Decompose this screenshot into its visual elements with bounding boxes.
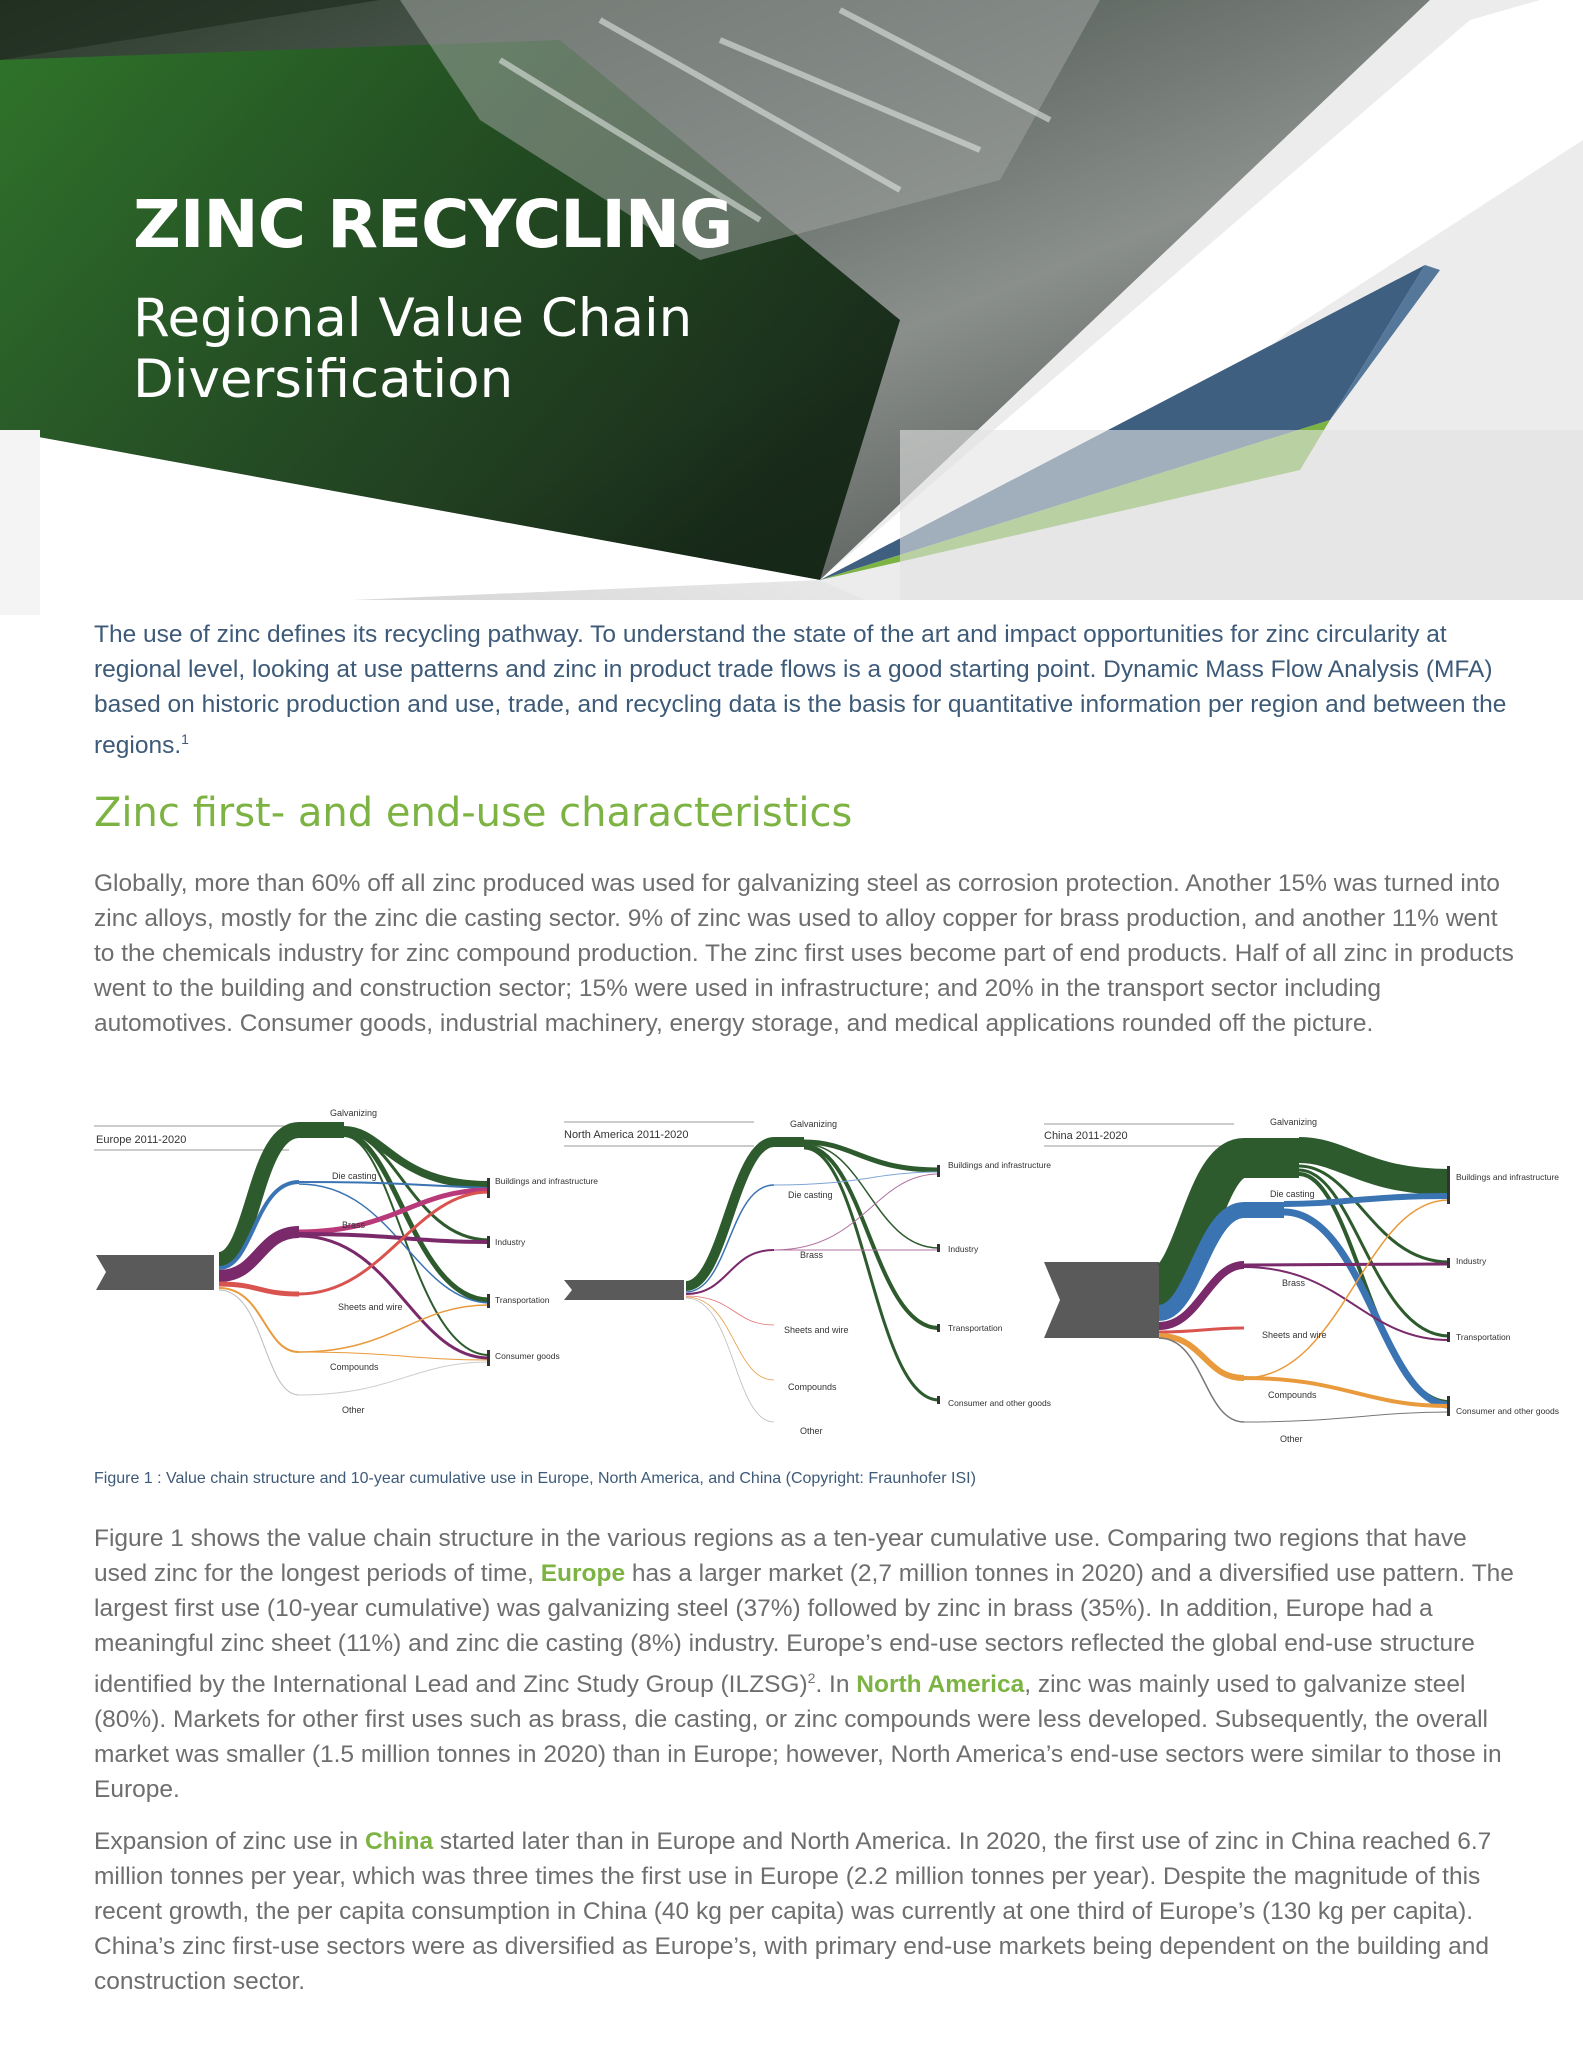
first-use-label: Die casting [1270, 1189, 1315, 1199]
highlight-china: China [365, 1828, 434, 1855]
first-use-label: Compounds [1268, 1390, 1317, 1400]
source-arrow [564, 1280, 684, 1300]
first-use-label: Other [1280, 1434, 1303, 1444]
first-use-label: Die casting [788, 1190, 833, 1200]
text-run: Expansion of zinc use in [94, 1828, 366, 1855]
footnote-marker: 2 [807, 1670, 816, 1686]
sankey-diagrams-svg [94, 1100, 1560, 1450]
panel-title: Europe 2011-2020 [96, 1134, 187, 1146]
end-use-label: Consumer and other goods [948, 1398, 1052, 1408]
first-use-label: Galvanizing [330, 1108, 378, 1118]
end-use-label: Industry [948, 1244, 979, 1254]
text-run: started later than in Europe and North America. In 2020, the first use of zinc in China reached 6.7 million tonnes per year, which was three times the first use in Europe (2.2 million tonnes per year). Despite the magnitude of this recent growth, the per capita consumption in China (40 kg per capita) was currently at one third of Europe’s (130 kg per capita). China’s zinc first-use sectors were as diversified as Europe’s, with primary end-use markets being dependent on the building and construction sector. [94, 1828, 1492, 1995]
source-arrow [1044, 1262, 1159, 1338]
panel-north-america [564, 1119, 1051, 1436]
text-run: has a larger market (2,7 million tonnes in 2020) and a diversified use pattern. The largest first use (10-year cumulative) was galvanizing steel (37%) followed by zinc in brass (35%). In addition, Europe had a meaningful zinc sheet (11%) and zinc die casting (8%) industry. Europe’s end-use sectors reflected the global end-use structure identified by the International Lead and Zinc Study Group (ILZSG) [94, 1560, 1514, 1699]
hero-banner [0, 0, 1583, 615]
first-use-label: Brass [342, 1220, 366, 1230]
panel-china [1044, 1117, 1559, 1444]
intro-paragraph [94, 617, 1514, 763]
figure-caption: Figure 1 : Value chain structure and 10-year cumulative use in Europe, North America, and China (Copyright: Fraunhofer ISI) [94, 1470, 976, 1487]
first-use-label: Sheets and wire [784, 1325, 849, 1335]
text-run: Figure 1 shows the value chain structure in the various regions as a ten-year cumulative use. Comparing two regions that have used zinc for the longest periods of time, [94, 1525, 1467, 1587]
source-arrow [96, 1255, 214, 1290]
paragraph-regions [94, 1521, 1514, 1807]
end-use-label: Transportation [495, 1295, 550, 1305]
panel-title: North America 2011-2020 [564, 1129, 689, 1141]
highlight-north-america: North America [856, 1671, 1025, 1699]
end-use-label: Consumer goods [495, 1351, 560, 1361]
end-use-label: Transportation [1456, 1332, 1511, 1342]
footnote-marker: 1 [181, 731, 189, 747]
first-use-label: Brass [800, 1250, 824, 1260]
panel-europe [94, 1108, 598, 1415]
first-use-label: Galvanizing [790, 1119, 838, 1129]
first-use-label: Compounds [330, 1362, 379, 1372]
end-use-label: Industry [1456, 1256, 1487, 1266]
page-subtitle: Regional Value Chain Diversification [133, 288, 693, 410]
page-title: ZINC RECYCLING [133, 186, 733, 263]
sankey-figure [94, 1100, 1560, 1450]
first-use-label: Die casting [332, 1171, 377, 1181]
first-use-label: Sheets and wire [1262, 1330, 1327, 1340]
end-use-label: Consumer and other goods [1456, 1406, 1560, 1416]
section-heading: Zinc first- and end-use characteristics [94, 790, 853, 836]
paragraph-china [94, 1824, 1514, 1999]
first-use-label: Other [342, 1405, 365, 1415]
end-use-label: Buildings and infrastructure [948, 1160, 1052, 1170]
first-use-label: Galvanizing [1270, 1117, 1318, 1127]
first-use-label: Brass [1282, 1278, 1306, 1288]
end-use-label: Transportation [948, 1323, 1003, 1333]
paragraph-first-end-use: Globally, more than 60% off all zinc produced was used for galvanizing steel as corrosion protection. Another 15% was turned into zinc alloys, mostly for the zinc die casting sector. 9% of zinc was used to alloy copper for brass production, and another 11% went to the chemicals industry for zinc compound production. The zinc first uses become part of end products. Half of all zinc in products went to the building and construction sector; 15% were used in infrastructure; and 20% in the transport sector including automotives. Consumer goods, industrial machinery, energy storage, and medical applications rounded off the picture. [94, 870, 1514, 1037]
first-use-label: Sheets and wire [338, 1302, 403, 1312]
end-use-label: Buildings and infrastructure [495, 1176, 599, 1186]
end-use-label: Buildings and infrastructure [1456, 1172, 1560, 1182]
first-use-label: Compounds [788, 1382, 837, 1392]
text-run: . In [815, 1671, 857, 1699]
end-use-label: Industry [495, 1237, 526, 1247]
highlight-europe: Europe [540, 1560, 626, 1587]
first-use-label: Other [800, 1426, 823, 1436]
text-run: , zinc was mainly used to galvanize steel (80%). Markets for other first uses such as brass, die casting, or zinc compounds were less developed. Subsequently, the overall market was smaller (1.5 million tonnes in 2020) than in Europe; however, North America’s end-use sectors were similar to those in Europe. [94, 1671, 1502, 1804]
panel-title: China 2011-2020 [1044, 1130, 1128, 1142]
intro-text: The use of zinc defines its recycling pathway. To understand the state of the art and impact opportunities for zinc circularity at regional level, looking at use patterns and zinc in product trade flows is a good starting point. Dynamic Mass Flow Analysis (MFA) based on historic production and use, trade, and recycling data is the basis for quantitative information per region and between the regions. [94, 621, 1507, 760]
